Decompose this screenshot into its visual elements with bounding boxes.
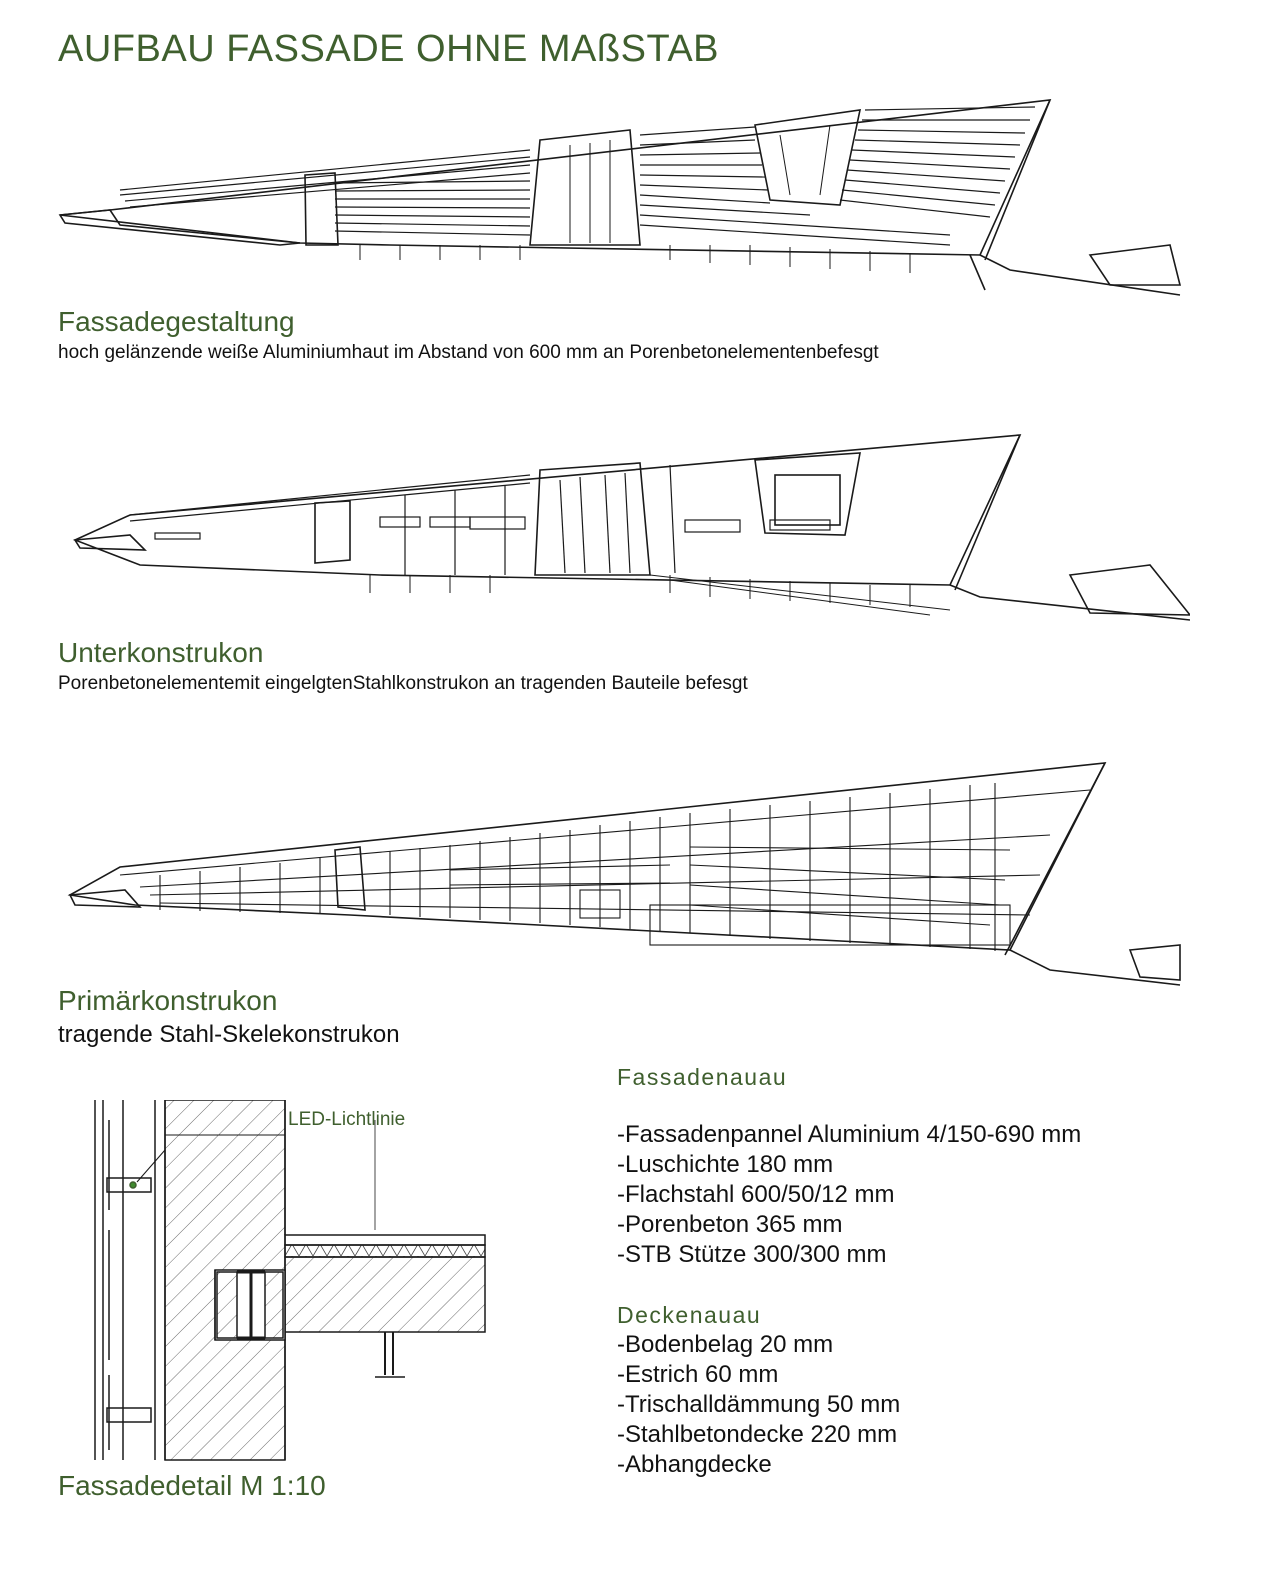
deckenaufbau-list (617, 1330, 900, 1480)
page-title: AUFBAU FASSADE OHNE MAßSTAB (58, 28, 720, 70)
list-item: -STB Stütze 300/300 mm (617, 1241, 887, 1268)
section-title-primaerkonstruktion: Primärkonstrukon (58, 985, 278, 1016)
facade-detail-drawing (75, 1100, 495, 1485)
facade-cladding-drawing (50, 95, 1190, 305)
list-item: -Stahlbetondecke 220 mm (617, 1421, 898, 1448)
fassadenaufbau-list (617, 1120, 1081, 1270)
substructure-drawing (50, 425, 1190, 630)
deckenaufbau-heading: Deckenauau (617, 1302, 762, 1328)
fassadenaufbau-heading: Fassadenauau (617, 1064, 788, 1090)
primary-structure-drawing (50, 755, 1190, 990)
section-description-fassadegestaltung: hoch gelänzende weiße Aluminiumhaut im Abstand von 600 mm an Porenbetonelementenbefesgt (58, 342, 879, 363)
list-item: -Flachstahl 600/50/12 mm (617, 1181, 895, 1208)
list-item: -Estrich 60 mm (617, 1361, 779, 1388)
list-item: -Bodenbelag 20 mm (617, 1331, 834, 1358)
facade-detail-title: Fassadedetail M 1:10 (58, 1470, 326, 1501)
list-item: -Porenbeton 365 mm (617, 1211, 843, 1238)
section-description-unterkonstruktion: Porenbetonelementemit eingelgtenStahlkonstrukon an tragenden Bauteile befesgt (58, 673, 748, 694)
list-item: -Trischalldämmung 50 mm (617, 1391, 901, 1418)
section-title-unterkonstruktion: Unterkonstrukon (58, 637, 264, 668)
section-description-primaerkonstruktion: tragende Stahl-Skelekonstrukon (58, 1021, 400, 1048)
list-item: -Fassadenpannel Aluminium 4/150-690 mm (617, 1121, 1082, 1148)
list-item: -Luschichte 180 mm (617, 1151, 834, 1178)
list-item: -Abhangdecke (617, 1451, 772, 1478)
led-light-line-label: LED-Lichtlinie (288, 1109, 406, 1130)
section-title-fassadegestaltung: Fassadegestaltung (58, 306, 295, 337)
